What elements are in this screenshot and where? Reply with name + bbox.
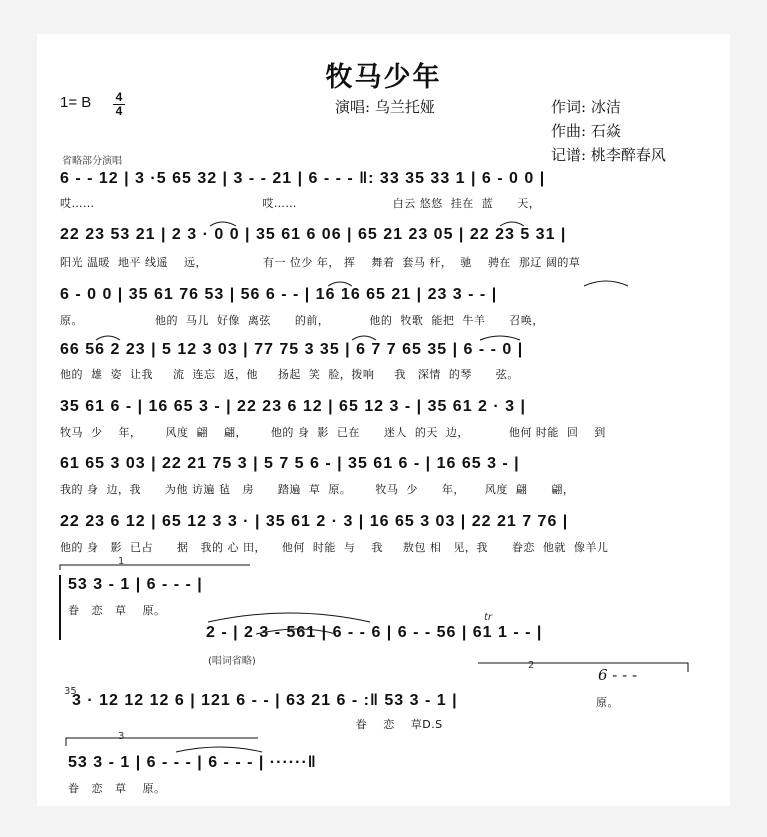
- song-title: 牧马少年: [325, 62, 442, 93]
- score-line-8-notes: 53 3 - 1 | 6 - - - |: [68, 576, 203, 593]
- score-line-8-lyrics: 眷 恋 草 原。: [68, 604, 166, 617]
- score-line-4-lyrics: 他的 雄 姿 让我 流 连忘 返，他 扬起 笑 脸，拨响 我 深情 的琴 弦。: [60, 368, 519, 381]
- slur-l3b: [584, 281, 628, 286]
- key-signature: 1= B: [60, 94, 92, 111]
- singer-credit: 演唱: 乌兰托娅: [335, 98, 435, 116]
- slur-line-9: [208, 613, 370, 622]
- slur-l4c: [480, 336, 520, 340]
- grace-note-35: 35: [64, 686, 77, 697]
- score-line-6-lyrics: 我的 身 边，我 为他 访遍 毡 房 踏遍 草 原。 牧马 少 年， 风度 翩 翩，: [60, 483, 575, 496]
- trill-mark: tr: [484, 612, 493, 623]
- time-signature-top: 4: [115, 90, 123, 104]
- score-line-5-notes: 35 61 6 - | 16 65 3 - | 22 23 6 12 | 65 12 3 - | 35 61 2 · 3 |: [60, 398, 526, 415]
- composer-credit: 作曲: 石焱: [551, 122, 621, 140]
- slur-l4b: [352, 336, 376, 340]
- lyric-omitted-note: (唱词省略): [208, 656, 256, 667]
- score-line-11-lyrics: 眷 恋 草 原。: [68, 782, 166, 795]
- score-line-7-notes: 22 23 6 12 | 65 12 3 3 · | 35 61 2 · 3 | 16 65 3 03 | 22 21 7 76 |: [60, 513, 569, 530]
- volta-1-number: 1: [118, 556, 125, 567]
- score-line-5-lyrics: 牧马 少 年， 风度 翩 翩， 他的 身 影 已在 迷人 的天 边， 他何 时能 回 到: [60, 426, 606, 439]
- volta-2-bracket: [478, 663, 688, 672]
- score-line-3-lyrics: 原。 他的 马儿 好像 离弦 的前， 他的 牧歌 能把 牛羊 召唤，: [60, 314, 544, 327]
- score-line-2-lyrics: 阳光 温暖 地平 线遥 远， 有一 位少 年， 挥 舞着 套马 杆， 驰 骋在 那辽 阔的草: [60, 256, 581, 269]
- slur-l4a: [96, 336, 120, 340]
- slur-line-9b: [256, 629, 336, 634]
- score-line-4-notes: 66 56 2 23 | 5 12 3 03 | 77 75 3 35 | 6 7 7 65 35 | 6 - - 0 |: [60, 341, 524, 358]
- volta-3-bracket: [66, 738, 258, 746]
- slur-l2a: [210, 222, 236, 226]
- score-line-9-notes: 2 - | 2 3 - 561 | 6 - - 6 | 6 - - 56 | 61 1 - - |: [206, 624, 543, 641]
- lyricist-credit: 作词: 冰洁: [551, 98, 621, 116]
- score-line-6-notes: 61 65 3 03 | 22 21 75 3 | 5 7 5 6 - | 35 61 6 - | 16 65 3 - |: [60, 455, 520, 472]
- transcriber-credit: 记谱: 桃李醉春风: [551, 146, 666, 164]
- slur-l2b: [500, 222, 524, 226]
- volta-2-number: 2: [528, 660, 535, 671]
- score-line-10-notes: 3 · 12 12 12 6 | 121 6 - - | 63 21 6 - :‖ 53 3 - 1 |: [72, 692, 458, 709]
- volta-2-ending-note: 6 - - -: [598, 666, 638, 684]
- volta-1-bracket: [60, 565, 250, 570]
- score-line-1-lyrics: 哎…… 哎…… 白云 悠悠 挂在 蓝 天，: [60, 197, 541, 210]
- volta-3-number: 3: [118, 731, 125, 742]
- omitted-note: 省略部分演唱: [62, 156, 122, 167]
- score-line-10-lyrics: 眷 恋 草D.S: [60, 718, 443, 731]
- score-line-2-notes: 22 23 53 21 | 2 3 · 0 0 | 35 61 6 06 | 65 21 23 05 | 22 23 5 31 |: [60, 226, 567, 243]
- slur-l3a: [328, 282, 352, 286]
- score-line-3-notes: 6 - 0 0 | 35 61 76 53 | 56 6 - - | 16 16 65 21 | 23 3 - - |: [60, 286, 498, 303]
- score-line-7-lyrics: 他的 身 影 已占 据 我的 心 田， 他何 时能 与 我 敖包 相 见，我 眷恋 他就 像羊儿: [60, 541, 609, 554]
- score-line-11-notes: 53 3 - 1 | 6 - - - | 6 - - - | ······‖: [68, 754, 317, 771]
- score-line-1-notes: 6 - - 12 | 3 ·5 65 32 | 3 - - 21 | 6 - - - ‖: 33 35 33 1 | 6 - 0 0 |: [60, 170, 546, 187]
- time-signature-bottom: 4: [115, 104, 123, 118]
- ending-yuan: 原。: [596, 696, 619, 709]
- slur-line-11: [176, 747, 262, 752]
